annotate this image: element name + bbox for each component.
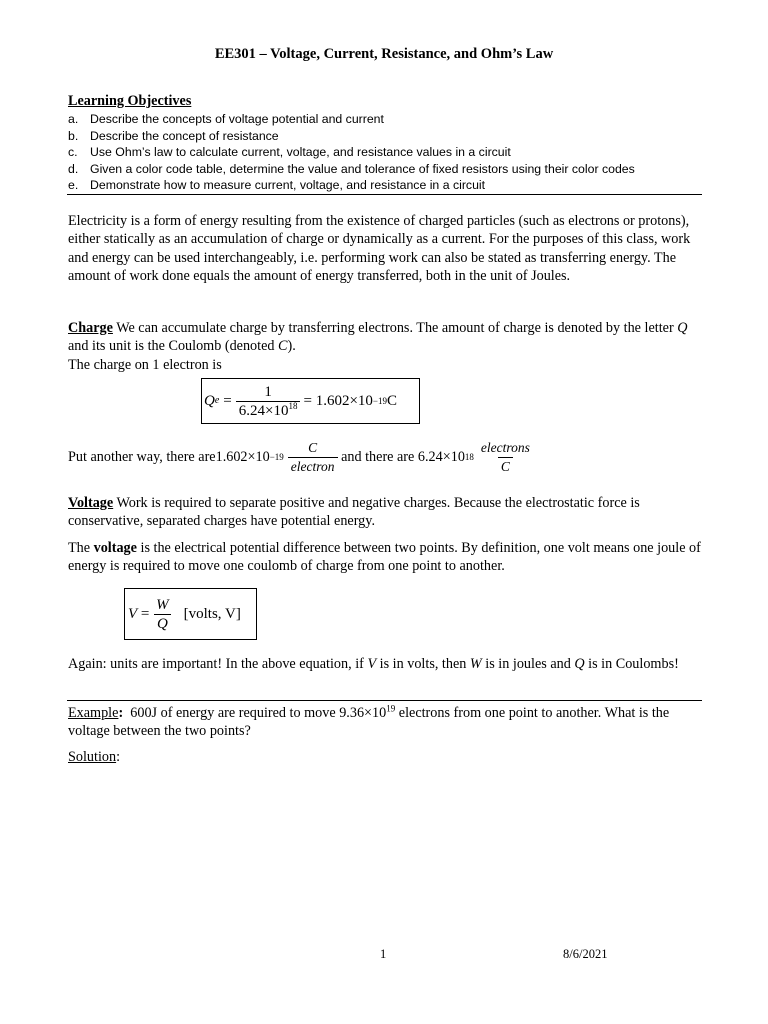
electron-charge-equation: Q e = $\frac{1}{6.24\times 10^{18}}$ = 1.602×10 −19 C bbox=[201, 378, 420, 424]
charge-paragraph: Charge We can accumulate charge by transferring electrons. The amount of charge is denoted by the letter Q and its unit is the Coulomb (denoted C). The charge on 1 electron is bbox=[68, 320, 688, 373]
voltage-heading: Voltage bbox=[68, 495, 114, 511]
learning-objectives-list bbox=[68, 111, 708, 194]
page-title: EE301 – Voltage, Current, Resistance, and Ohm’s Law bbox=[214, 46, 554, 62]
footer-date: 8/6/2021 bbox=[563, 947, 608, 961]
another-way-line: Put another way, there are 1.602×10 −19 $\frac{C}{\text{electron}}$ and there are 6.24×10 18 $\frac{\text{electrons}}{C}$ bbox=[68, 439, 530, 474]
section-divider bbox=[67, 194, 702, 195]
objective-item: d. Given a color code table, determine the value and tolerance of fixed resistors using their color codes bbox=[68, 161, 635, 176]
example-paragraph: Example: 600J of energy are required to move $9.36\times 10^{19}$ electrons from one point to another. What is the voltage between the two points? bbox=[68, 703, 670, 740]
voltage-equation: V = $\frac{W}{Q}$ [volts, V] bbox=[124, 588, 257, 640]
voltage-paragraph: Voltage Work is required to separate positive and negative charges. Because the electrostatic force is conservative, separated charges have potential energy. bbox=[68, 495, 640, 530]
objective-item: e. Demonstrate how to measure current, voltage, and resistance in a circuit bbox=[68, 178, 486, 192]
objective-item: a. Describe the concepts of voltage potential and current bbox=[68, 112, 384, 126]
charge-heading: Charge bbox=[68, 320, 113, 336]
objective-item: c. Use Ohm’s law to calculate current, voltage, and resistance values in a circuit bbox=[68, 145, 511, 159]
intro-paragraph: Electricity is a form of energy resulting from the existence of charged particles (such as electrons or protons), either statically as an accumulation of charge or dynamically as a current. For the purposes of this class, work and energy can be used interchangeably, i.e. performing work can also be stated as transferring energy. The amount of work done equals the amount of energy transferred, both in the unit of Joules. bbox=[68, 213, 691, 284]
solution-label: Solution: bbox=[68, 749, 121, 765]
objective-item: b. Describe the concept of resistance bbox=[68, 128, 279, 143]
units-note: Again: units are important! In the above equation, if V is in volts, then W is in joules and Q is in Coulombs! bbox=[68, 656, 679, 672]
example-divider bbox=[67, 700, 702, 701]
example-label: Example bbox=[68, 705, 119, 721]
learning-objectives-heading: Learning Objectives bbox=[68, 93, 192, 109]
page-number: 1 bbox=[380, 947, 387, 961]
voltage-definition: The voltage is the electrical potential difference between two points. By definition, one volt means one joule of energy is required to move one coulomb of charge from one point to another. bbox=[68, 540, 701, 575]
